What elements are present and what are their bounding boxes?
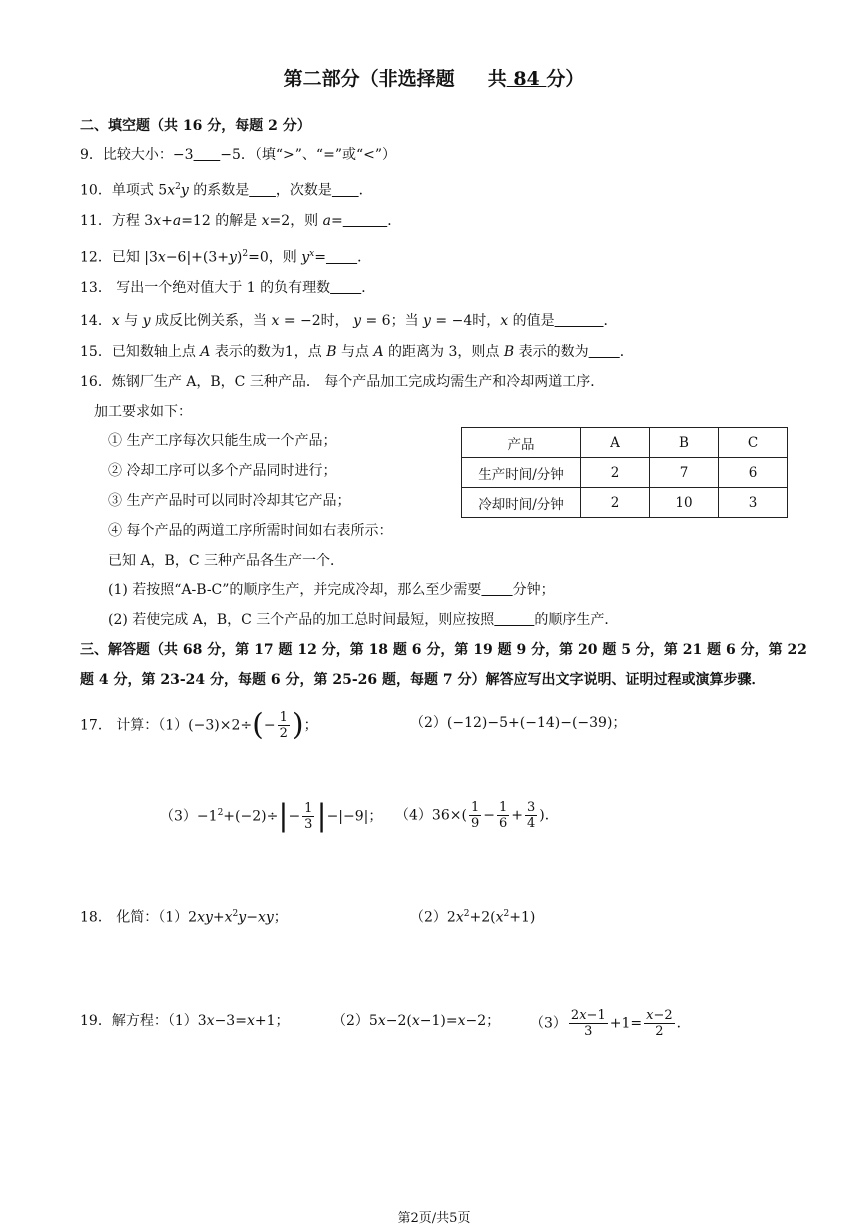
section-3-header-line1: 三、解答题（共 68 分，第 17 题 12 分，第 18 题 6 分，第 19 题 9 分，第 20 题 5 分，第 21 题 6 分，第 22 <box>80 642 807 658</box>
page-title: 第二部分（非选择题 共 84 分） <box>283 68 585 90</box>
question-18-part2: $(2)2x^2+2(x^2+1)$ <box>410 909 536 926</box>
question-16-sub1: (1) 若按照“A-B-C”的顺序生产，并完成冷却，那么至少需要 分钟； <box>108 582 555 598</box>
question-16-item: ② 冷却工序可以多个产品同时进行； <box>108 463 337 479</box>
section-3-header-line2: 题 4 分，第 23-24 分，每题 6 分，第 25-26 题，每题 7 分）解答应写出文字说明、证明过程或演算步骤． <box>80 672 766 688</box>
question-16-item: ④ 每个产品的两道工序所需时间如右表所示： <box>108 523 393 539</box>
table-cell: 10 <box>650 488 719 518</box>
question-18-part1: 18． 化简：$(1)2xy+x^2y-xy$； <box>80 909 288 926</box>
question-12: 12．已知 $|3x-6|+(3+y)^2=0$，则 $y^x=$ ． <box>80 249 372 266</box>
question-11: 11．方程 3x+a=12 的解是 x=2，则 a= ． <box>80 213 402 229</box>
table-row <box>462 488 788 518</box>
table-header-cell: B <box>650 428 719 458</box>
table-cell: 2 <box>581 458 650 488</box>
question-13: 13． 写出一个绝对值大于 1 的负有理数 ． <box>80 280 376 296</box>
question-16-requirements: 加工要求如下： <box>94 404 192 420</box>
question-10: 10．单项式 $5x^2y$ 的系数是 ，次数是 ． <box>80 182 373 199</box>
table-cell: 冷却时间/分钟 <box>462 488 581 518</box>
table-header-cell: A <box>581 428 650 458</box>
table-cell: 7 <box>650 458 719 488</box>
table-header-cell: 产品 <box>462 428 581 458</box>
table-header-row <box>462 428 788 458</box>
question-16-known: 已知 A，B，C 三种产品各生产一个． <box>108 553 345 569</box>
section-2-header: 二、填空题（共 16 分，每题 2 分） <box>80 118 311 134</box>
table-cell: 3 <box>719 488 788 518</box>
question-19-part2: （2）5x−2(x−1)=x−2； <box>332 1013 501 1029</box>
question-16-item: ① 生产工序每次只能生成一个产品； <box>108 433 337 449</box>
table-header-cell: C <box>719 428 788 458</box>
table-cell: 生产时间/分钟 <box>462 458 581 488</box>
question-17-part1: 17． 计算：（1）(−3)×2÷(− $\frac{1}{2}$ )； <box>80 707 318 743</box>
question-16-item: ③ 生产产品时可以同时冷却其它产品； <box>108 493 351 509</box>
product-time-table <box>461 427 788 518</box>
table-cell: 2 <box>581 488 650 518</box>
question-16-sub2: (2) 若使完成 A，B，C 三个产品的加工总时间最短，则应按照 的顺序生产． <box>108 612 619 628</box>
question-16-intro: 16．炼钢厂生产 A，B，C 三种产品． 每个产品加工完成均需生产和冷却两道工序． <box>80 374 605 390</box>
question-9: 9．比较大小：−3 −5．（填“>”、“=”或“<”） <box>80 147 397 163</box>
question-17-part2: （2）(−12)−5+(−14)−(−39)； <box>410 715 627 731</box>
page-footer: 第2页/共5页 <box>397 1211 471 1226</box>
table-cell: 6 <box>719 458 788 488</box>
question-17-part3: $(3)-1^2+(-2)\div|-$ $\frac{1}{3}$ |−|−9|； <box>160 798 383 834</box>
question-15: 15．已知数轴上点 A 表示的数为1，点 B 与点 A 的距离为 3，则点 B 表示的数为 ． <box>80 344 634 360</box>
question-14: 14．x 与 y 成反比例关系，当 x = −2时， y = 6；当 y = −4时，x 的值是 ． <box>80 313 618 329</box>
table-row <box>462 458 788 488</box>
question-19-part3: （3） $\frac{2x-1}{3}$ +1= $\frac{x-2}{2}$ ． <box>530 1008 691 1039</box>
question-19-part1: 19．解方程：（1）3x−3=x+1； <box>80 1013 290 1029</box>
question-17-part4: （4）36×( $\frac{1}{9}$ − $\frac{1}{6}$ + $\frac{3}{4}$ )． <box>395 800 559 831</box>
